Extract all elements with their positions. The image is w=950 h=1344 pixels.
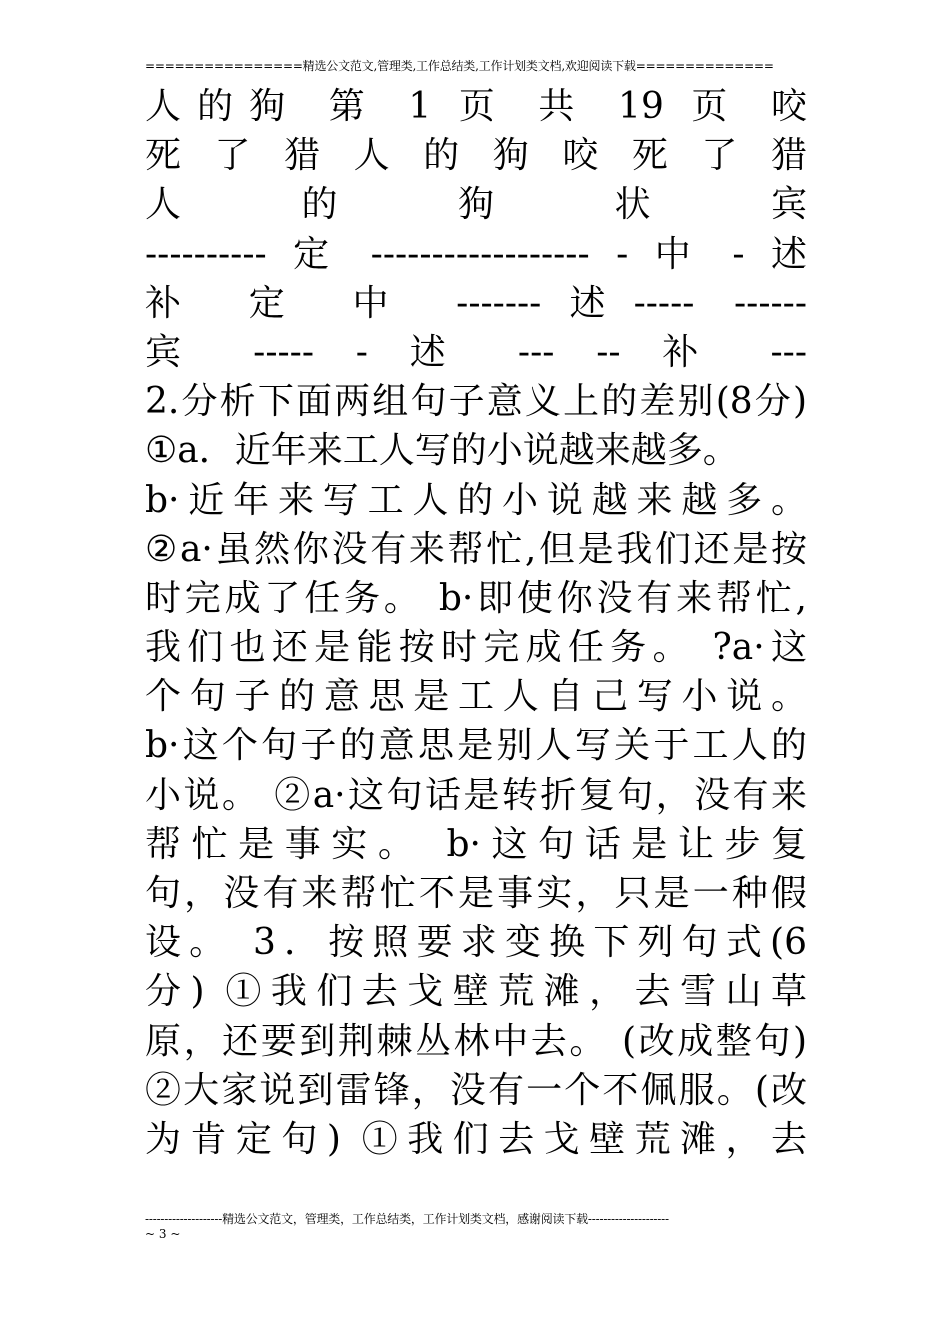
text-line: b·这个句子的意思是别人写关于工人的 bbox=[145, 725, 807, 767]
text-line: 句，没有来帮忙不是事实，只是一种假 bbox=[145, 873, 807, 914]
page-header: ================精选公文范文,管理类,工作总结类,工作计划类文档,欢迎阅读下载============== bbox=[145, 59, 774, 73]
text-line: 补 定 中 -------述----- ------ bbox=[145, 282, 807, 324]
text-line: b·近年来写工人的小说越来越多。 bbox=[145, 479, 807, 521]
text-line: 分) ①我们去戈壁荒滩，去雪山草 bbox=[145, 971, 807, 1013]
text-line: 我们也还是能按时完成任务。 ?a·这 bbox=[145, 627, 807, 669]
text-line: ---------- 定 ------------------ - 中 - 述 bbox=[145, 233, 807, 275]
text-line: 设。 3．按照要求变换下列句式(6 bbox=[145, 922, 807, 964]
text-line: 小说。 ②a·这句话是转折复句，没有来 bbox=[145, 774, 807, 816]
text-line: 时完成了任务。 b·即使你没有来帮忙, bbox=[145, 577, 807, 619]
text-line: 人 的 狗 状 宾 bbox=[145, 184, 807, 226]
text-line: 宾 ----- - 述 --- -- 补 --- bbox=[145, 331, 807, 373]
page-footer: --------------------精选公文范文，管理类，工作总结类，工作计划类文档，感谢阅读下载--------------------- bbox=[145, 1212, 669, 1226]
text-line: 人的狗 第 1 页 共 19 页 咬 bbox=[145, 86, 807, 127]
text-line: 死 了 猎 人 的 狗 咬 死 了 猎 bbox=[145, 135, 807, 177]
text-line: 帮忙是事实。 b·这句话是让步复 bbox=[145, 823, 807, 865]
text-line: 为肯定句) ①我们去戈壁荒滩，去 bbox=[145, 1118, 807, 1160]
text-line: ②大家说到雷锋，没有一个不佩服。(改 bbox=[145, 1069, 807, 1111]
page-number: ~ 3 ~ bbox=[145, 1227, 181, 1241]
text-line: ①a．近年来工人写的小说越来越多。 bbox=[145, 430, 739, 472]
text-line: 2.分析下面两组句子意义上的差别(8分) bbox=[145, 381, 807, 423]
text-line: 原，还要到荆棘丛林中去。 (改成整句) bbox=[145, 1020, 807, 1062]
text-line: 个句子的意思是工人自己写小说。 bbox=[145, 676, 807, 718]
document-body bbox=[145, 82, 807, 1164]
text-line: ②a·虽然你没有来帮忙,但是我们还是按 bbox=[145, 528, 807, 570]
